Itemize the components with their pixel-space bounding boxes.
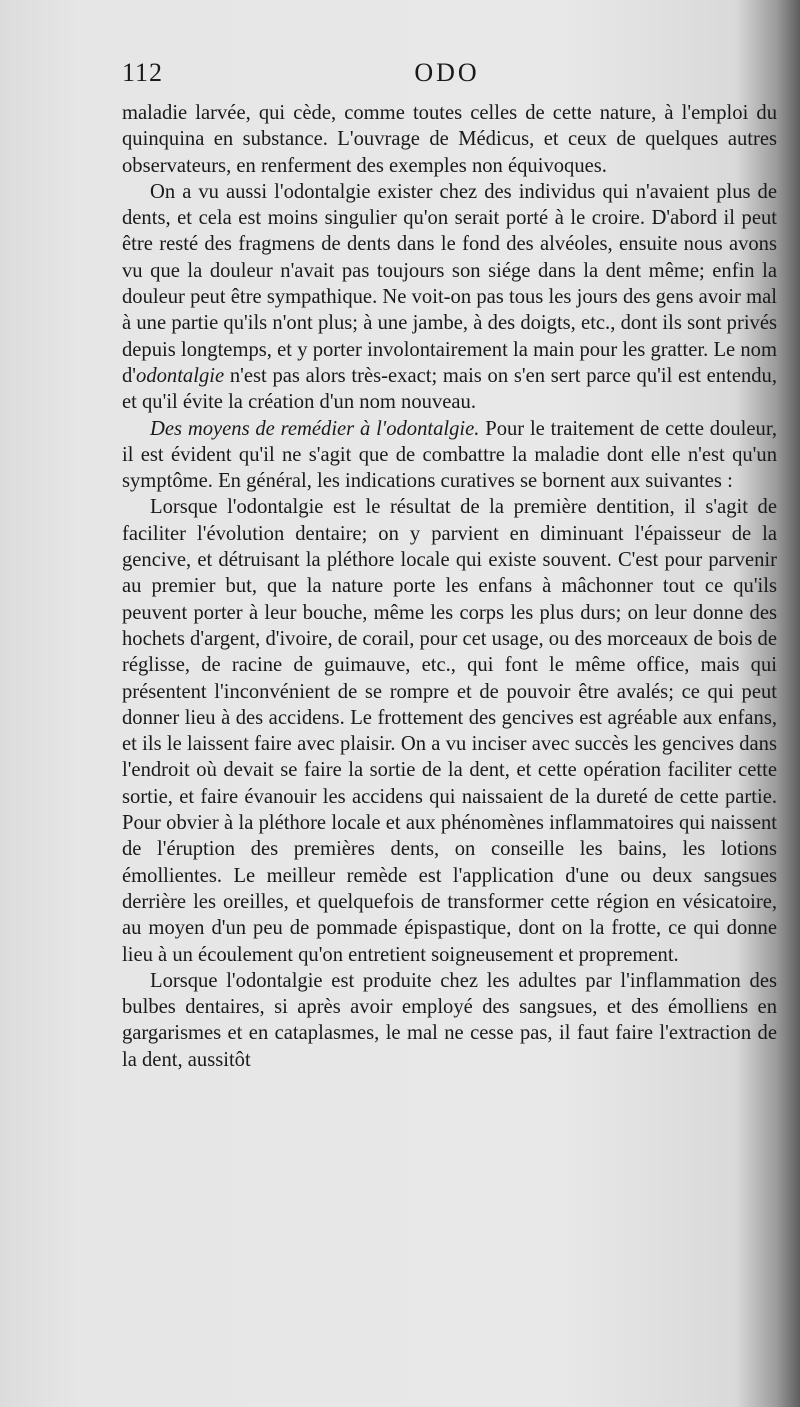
page-number: 112 xyxy=(122,58,164,87)
running-head: ODO xyxy=(414,58,480,87)
paragraph-adults xyxy=(122,968,777,1073)
paragraph-continuation xyxy=(122,100,777,179)
page-header xyxy=(122,58,772,94)
paragraph-text: Lorsque l'odontalgie est le résultat de la première dentition, il s'agit de faciliter l'évolution dentaire; on y parvient en diminuant l'épaisseur de la gencive, et détruisant la pléthore locale qui existe souvent. C'est pour parvenir au premier but, que la nature porte les enfans à mâchonner tout ce qu'ils peuvent porter à leur bouche, même les corps les plus durs; on leur donne des hochets d'argent, d'ivoire, de corail, pour cet usage, ou des morceaux de bois de réglisse, de racine de guimauve, etc., qui font le même office, mais qui présentent l'inconvénient de se rompre et de pouvoir être avalés; ce qui peut donner lieu à des accidens. Le frottement des gencives est agréable aux enfans, et ils le laissent faire avec plaisir. On a vu inciser avec succès les gencives dans l'endroit où devait se faire la sortie de la dent, et cette opération faciliter cette sortie, et faire évanouir les accidens qui naissaient de la dureté de cette partie. Pour obvier à la pléthore locale et aux phénomènes inflammatoires qui naissent de l'éruption des premières dents, on conseille les bains, les lotions émollientes. Le meilleur remède est l'application d'une ou deux sangsues derrière les oreilles, et quelquefois de transformer cette région en vésicatoire, au moyen d'un peu de pommade épispastique, dont on la frotte, ce qui donne lieu à un écoulement qu'on entretient soigneusement et proprement. xyxy=(122,496,777,966)
paragraph-text: On a vu aussi l'odontalgie exister chez des individus qui n'avaient plus de dents, et cela est moins singulier qu'on serait porté à le croire. D'abord il peut être resté des fragmens de dents dans le fond des alvéoles, ensuite nous avons vu que la douleur n'avait pas toujours son siége dans la dent même; enfin la douleur peut être sympathique. Ne voit-on pas tous les jours des gens avoir mal à une partie qu'ils n'ont plus; à une jambe, à des doigts, etc., dont ils sont privés depuis longtemps, et y porter involontairement la main pour les gratter. Le nom d' xyxy=(122,180,777,387)
paragraph-first-dentition xyxy=(122,494,777,967)
paragraph-text: Pour le traitement de cette douleur, il est évident qu'il ne s'agit que de combattre la maladie dont elle n'est qu'un symptôme. En général, les indications curatives se bornent aux suivantes : xyxy=(122,417,778,493)
paragraph-text: n'est pas alors très-exact; mais on s'en sert parce qu'il est entendu, et qu'il évite la création d'un nom nouveau. xyxy=(122,364,777,414)
paragraph-text: maladie larvée, qui cède, comme toutes celles de cette nature, à l'emploi du quinquina en substance. L'ouvrage de Médicus, et ceux de quelques autres observateurs, en renferment des exemples non équivoques. xyxy=(122,102,777,177)
paragraph-text: Lorsque l'odontalgie est produite chez les adultes par l'inflammation des bulbes dentaires, si après avoir employé des sangsues, et des émolliens en gargarismes et en cataplasmes, le mal ne cesse pas, il faut faire l'extraction de la dent, aussitôt xyxy=(122,969,777,1071)
paragraph-remedies xyxy=(122,416,777,495)
body-text xyxy=(122,100,777,1073)
section-heading: Des moyens de remédier à l'odontalgie. xyxy=(150,417,480,440)
italic-term: odontalgie xyxy=(136,364,225,387)
paragraph-odontalgia-without-teeth xyxy=(122,179,777,416)
